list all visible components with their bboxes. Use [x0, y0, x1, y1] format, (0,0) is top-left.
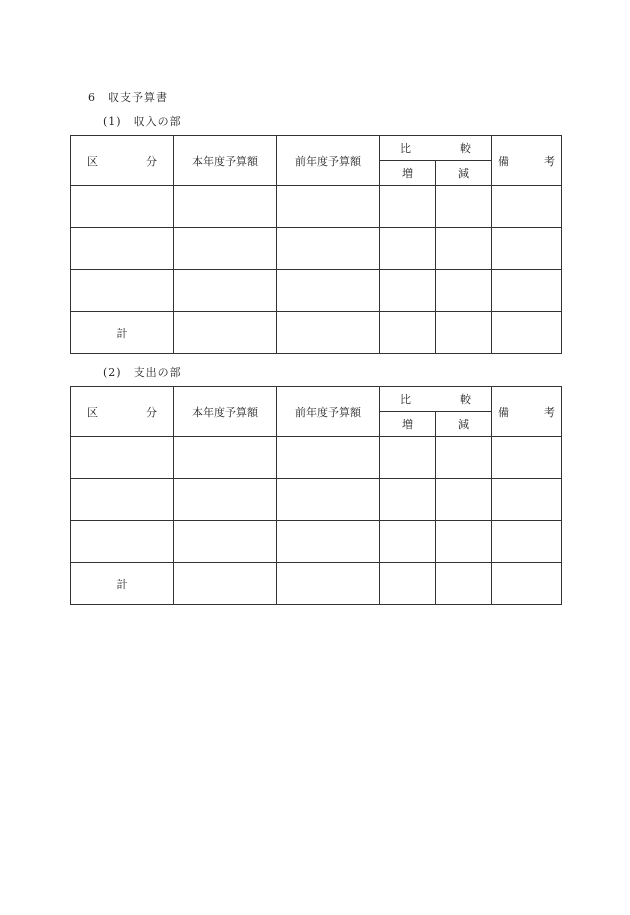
header-remarks-char-1: 備: [498, 154, 509, 168]
header-comparison: [380, 136, 492, 161]
current-budget-total-cell[interactable]: [174, 563, 277, 605]
header-remarks-char-2: 考: [544, 405, 555, 419]
header-current-budget: 本年度予算額: [174, 387, 277, 437]
decrease-cell[interactable]: [436, 186, 492, 228]
header-increase: 増: [380, 161, 436, 186]
header-comparison-char-1: 比: [400, 393, 411, 406]
category-cell[interactable]: [71, 270, 174, 312]
increase-cell[interactable]: [380, 270, 436, 312]
previous-budget-cell[interactable]: [277, 437, 380, 479]
previous-budget-cell[interactable]: [277, 479, 380, 521]
income-section-heading: (1) 収入の部: [103, 115, 182, 128]
income-budget-table: [70, 135, 562, 354]
table-row: [71, 270, 562, 312]
previous-budget-cell[interactable]: [277, 186, 380, 228]
header-increase: 増: [380, 412, 436, 437]
header-remarks: [492, 136, 562, 186]
total-row: [71, 312, 562, 354]
increase-cell[interactable]: [380, 479, 436, 521]
table-header-row: [71, 136, 562, 161]
category-cell[interactable]: [71, 479, 174, 521]
remarks-cell[interactable]: [492, 479, 562, 521]
header-previous-budget: 前年度予算額: [277, 136, 380, 186]
remarks-cell[interactable]: [492, 228, 562, 270]
decrease-total-cell[interactable]: [436, 312, 492, 354]
current-budget-cell[interactable]: [174, 270, 277, 312]
header-category-char-2: 分: [146, 405, 157, 419]
total-label-cell: [71, 312, 174, 354]
header-comparison-char-2: 較: [460, 142, 471, 155]
remarks-cell[interactable]: [492, 270, 562, 312]
header-remarks: [492, 387, 562, 437]
table-row: [71, 479, 562, 521]
header-category-char-1: 区: [87, 405, 98, 419]
table-row: [71, 186, 562, 228]
current-budget-cell[interactable]: [174, 437, 277, 479]
header-remarks-char-2: 考: [544, 154, 555, 168]
increase-cell[interactable]: [380, 186, 436, 228]
header-category: [71, 136, 174, 186]
header-comparison-char-2: 較: [460, 393, 471, 406]
header-category-char-2: 分: [146, 154, 157, 168]
previous-budget-total-cell[interactable]: [277, 312, 380, 354]
header-previous-budget: 前年度予算額: [277, 387, 380, 437]
category-cell[interactable]: [71, 186, 174, 228]
category-cell[interactable]: [71, 228, 174, 270]
header-remarks-char-1: 備: [498, 405, 509, 419]
expense-budget-table: [70, 386, 562, 605]
previous-budget-cell[interactable]: [277, 270, 380, 312]
current-budget-cell[interactable]: [174, 521, 277, 563]
total-label: 計: [116, 577, 128, 591]
increase-total-cell[interactable]: [380, 563, 436, 605]
current-budget-cell[interactable]: [174, 186, 277, 228]
header-current-budget: 本年度予算額: [174, 136, 277, 186]
table-header-row: [71, 387, 562, 412]
header-decrease: 減: [436, 161, 492, 186]
document-title: 6 収支予算書: [88, 91, 168, 104]
increase-cell[interactable]: [380, 437, 436, 479]
remarks-cell[interactable]: [492, 186, 562, 228]
remarks-cell[interactable]: [492, 521, 562, 563]
remarks-total-cell[interactable]: [492, 312, 562, 354]
increase-total-cell[interactable]: [380, 312, 436, 354]
remarks-cell[interactable]: [492, 437, 562, 479]
table-row: [71, 437, 562, 479]
header-category: [71, 387, 174, 437]
table-row: [71, 521, 562, 563]
decrease-cell[interactable]: [436, 479, 492, 521]
total-row: [71, 563, 562, 605]
previous-budget-cell[interactable]: [277, 521, 380, 563]
total-label: 計: [116, 326, 128, 340]
decrease-cell[interactable]: [436, 270, 492, 312]
expense-section-heading: (2) 支出の部: [103, 366, 182, 379]
current-budget-cell[interactable]: [174, 228, 277, 270]
header-category-char-1: 区: [87, 154, 98, 168]
previous-budget-total-cell[interactable]: [277, 563, 380, 605]
decrease-cell[interactable]: [436, 228, 492, 270]
header-decrease: 減: [436, 412, 492, 437]
decrease-cell[interactable]: [436, 521, 492, 563]
decrease-cell[interactable]: [436, 437, 492, 479]
decrease-total-cell[interactable]: [436, 563, 492, 605]
increase-cell[interactable]: [380, 521, 436, 563]
total-label-cell: [71, 563, 174, 605]
current-budget-total-cell[interactable]: [174, 312, 277, 354]
previous-budget-cell[interactable]: [277, 228, 380, 270]
increase-cell[interactable]: [380, 228, 436, 270]
table-row: [71, 228, 562, 270]
header-comparison: [380, 387, 492, 412]
category-cell[interactable]: [71, 437, 174, 479]
current-budget-cell[interactable]: [174, 479, 277, 521]
category-cell[interactable]: [71, 521, 174, 563]
header-comparison-char-1: 比: [400, 142, 411, 155]
remarks-total-cell[interactable]: [492, 563, 562, 605]
